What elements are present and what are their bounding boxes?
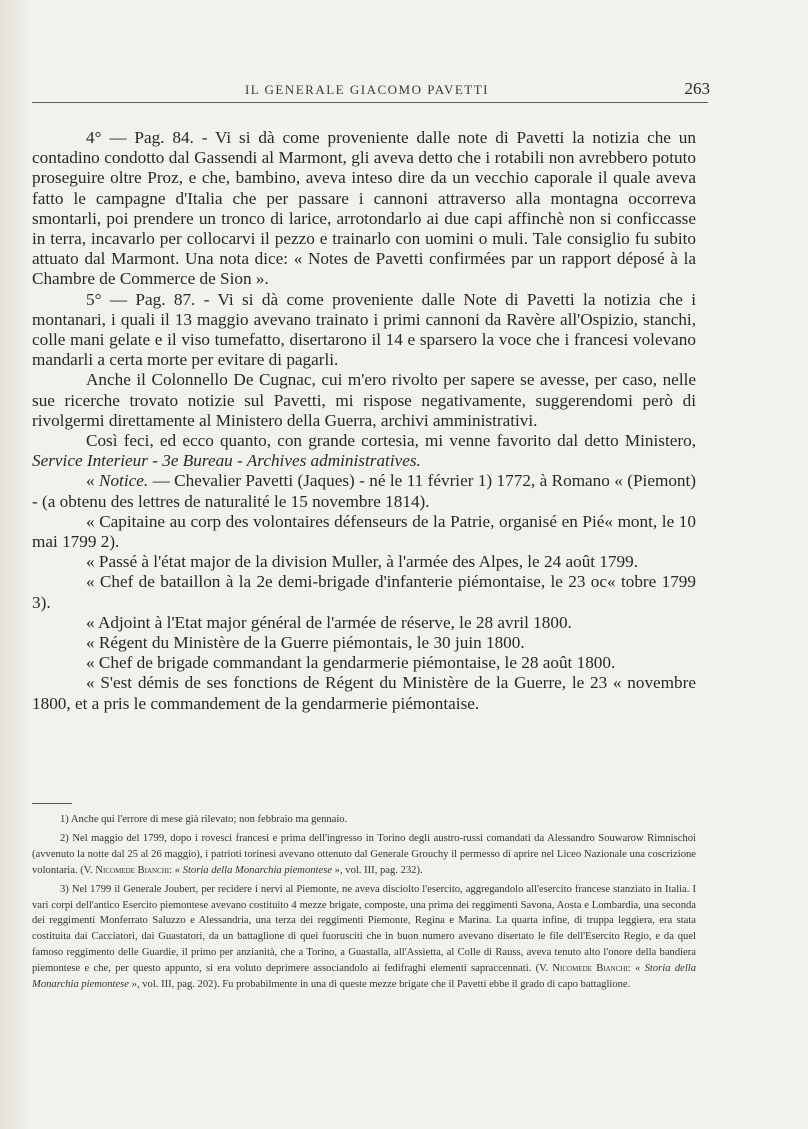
- footnote-book-title: Storia della Monarchia piemontese: [182, 864, 333, 876]
- paragraph: « Chef de bataillon à la 2e demi-brigade d'infanterie piémontaise, le 23 oc« tobre 1799 3).: [32, 572, 696, 612]
- page-header: [32, 79, 710, 98]
- paragraph: 5° — Pag. 87. - Vi si dà come proveniente dalle Note di Pavetti la notizia che i montanari, i quali il 13 maggio avevano trainato i primi cannoni da Ravère all'Ospizio, stanchi, colle mani gelate e il viso tumefatto, disertarono il 14 e sparsero la voce che i francesi volevano mandarli a certa morte per evitare di pagarli.: [32, 289, 696, 370]
- header-rule: [32, 102, 708, 103]
- paragraph: « Chef de brigade commandant la gendarmerie piémontaise, le 28 août 1800.: [86, 653, 616, 673]
- page-number: 263: [684, 79, 710, 98]
- page-edge-shadow: [0, 0, 32, 1129]
- quote-mark: «: [86, 471, 99, 491]
- footnote-text: : «: [169, 864, 183, 876]
- footnote-author: Nicomede Bianchi: [552, 963, 628, 975]
- notice-label: Notice.: [99, 471, 149, 491]
- paragraph: « S'est démis de ses fonctions de Régent du Ministère de la Guerre, le 23 « novembre 1800, et a pris le commandement de la gendarmerie piémontaise.: [32, 673, 696, 713]
- running-title: IL GENERALE GIACOMO PAVETTI: [244, 82, 490, 97]
- footnote-book-title: Storia della Monarchia piemontese: [32, 963, 697, 991]
- footnote-text: 3) Nel 1799 il Generale Joubert, per recidere i nervi al Piemonte, ne aveva disciolto l'esercito, aggregandolo all'esercito francese stanziato in Italia. I vari corpi dell'antico Esercito piemontese avevano costituito 4 mezze brigate, composte, una prima dei reggimenti Savona, Aosta e Lombardia, una seconda dei reggimenti Monferrato Saluzzo e Alessandria, una terza dei reggimenti Piemonte, Regina e Marina. La quarta infine, di truppa leggiera, era stata costituita dai Cacciatori, dai Guastatori, da un battaglione di quei fuorusciti che in buon numero avevano disertato le file dell'Esercito Regio, e da quel famoso reggimento delle Guardie, il primo per anzianità, che a Torino, a Guastalla, all'Assietta, al Colle di Rauss, aveva tenuto alto l'onore della bandiera piemontese e che, per questo appunto, si era voluto deprimere associandolo ai fedifraghi elementi sapraccennati. (V.: [32, 883, 696, 975]
- footnote: [32, 831, 696, 879]
- paragraph: « Régent du Ministère de la Guerre piémontais, le 30 juin 1800.: [86, 633, 525, 653]
- footnote-text: », vol. III, pag. 202). Fu probabilmente in una di queste mezze brigate che il Pavetti ebbe il grado di capo battaglione.: [129, 979, 631, 991]
- footnotes: [32, 812, 696, 996]
- body-text: [32, 128, 696, 714]
- footnote: 1) Anche qui l'errore di mese già rilevato; non febbraio ma gennaio.: [60, 814, 348, 825]
- footnote-author: Nicomede Bianchi: [95, 864, 170, 876]
- footnote-text: », vol. III, pag. 232).: [332, 864, 423, 876]
- paragraph: « Capitaine au corp des volontaires défenseurs de la Patrie, organisé en Pié« mont, le 10 mai 1799 2).: [32, 511, 696, 552]
- footnotes-rule: [32, 803, 72, 804]
- archive-reference: Service Interieur - 3e Bureau - Archives administratives.: [32, 451, 421, 471]
- footnote-text: : «: [627, 963, 645, 975]
- paragraph-text: Così feci, ed ecco quanto, con grande cortesia, mi venne favorito dal detto Ministero,: [86, 431, 696, 451]
- paragraph: 4° — Pag. 84. - Vi si dà come proveniente dalle note di Pavetti la notizia che un contadino condotto dal Gassendi al Marmont, gli aveva detto che i rotabili non avrebbero potuto proseguire oltre Proz, e che, bambino, aveva inteso dire da un vecchio caporale il quale aveva fatto le campagne d'Italia che per passare i cannoni attraverso alla montagna occorreva smontarli, poi prendere un tronco di larice, arrotondarlo ai due capi affinchè non si conficcasse in terra, incavarlo per collocarvi il pezzo e trainarlo con uomini o muli. Tale consiglio fu subito attuato dal Marmont. Una nota dice: « Notes de Pavetti confirmées par un rapport déposé à la Chambre de Commerce de Sion ».: [32, 128, 696, 289]
- paragraph: [32, 431, 696, 471]
- paragraph: Anche il Colonnello De Cugnac, cui m'ero rivolto per sapere se avesse, per caso, nelle sue ricerche trovato notizie sul Pavetti, mi rispose negativamente, suggerendomi però di rivolgermi direttamente al Ministero della Guerra, archivi amministrativi.: [32, 370, 696, 430]
- footnote-text: 2) Nel maggio del 1799, dopo i rovesci francesi e prima dell'ingresso in Torino degli austro-russi comandati da Alessandro Souwarow Rimnischoi (avvenuto la notte dal 25 al 26 maggio), i patrioti torinesi avevano ottenuto dal Generale Grouchy il permesso di aprire nel Liceo Nazionale una coscrizione volontaria. (V.: [32, 832, 696, 876]
- paragraph: « Adjoint à l'Etat major général de l'armée de réserve, le 28 avril 1800.: [86, 612, 572, 632]
- footnote: [32, 882, 696, 993]
- paragraph-text: — Chevalier Pavetti (Jaques) - né le 11 février 1) 1772, à Romano « (Piemont) - (a obtenu des lettres de naturalité le 15 novembre 1814).: [32, 471, 697, 511]
- paragraph: « Passé à l'état major de la division Muller, à l'armée des Alpes, le 24 août 1799.: [86, 552, 639, 572]
- paragraph: [32, 471, 696, 511]
